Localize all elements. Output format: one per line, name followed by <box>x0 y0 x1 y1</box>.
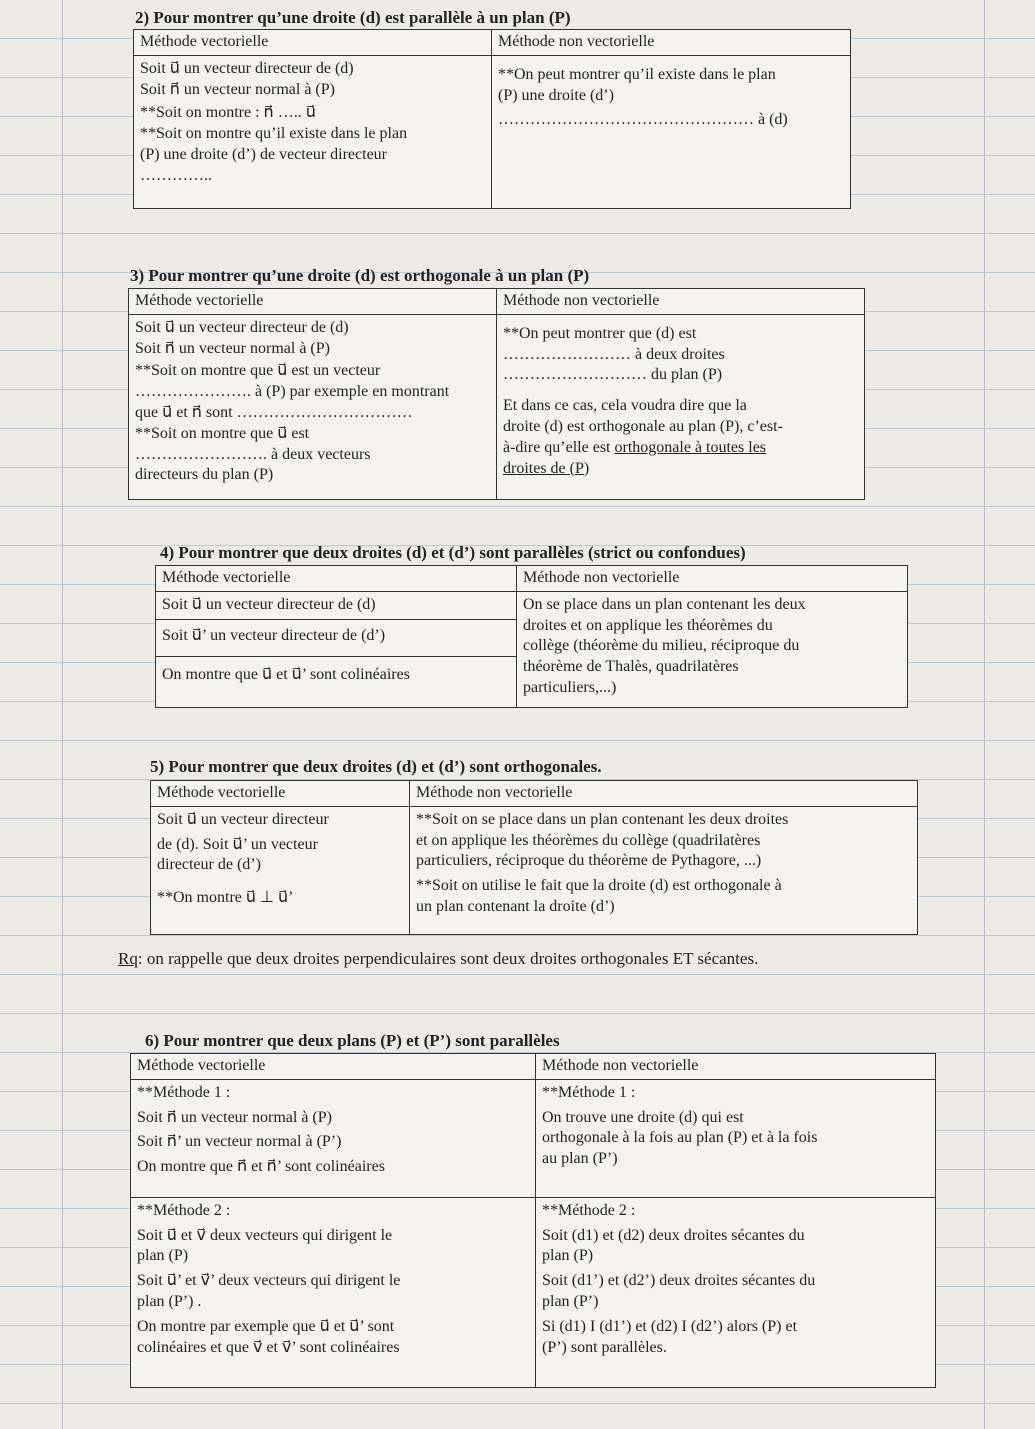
vectorial-method-cell <box>156 591 517 707</box>
section-2-table <box>133 29 851 209</box>
text-line: Soit n⃗ un vecteur normal à (P) <box>135 339 330 357</box>
margin-line <box>984 0 985 1429</box>
underlined-fragment: orthogonale à toutes les <box>614 438 767 456</box>
vectorial-method-cell <box>134 55 492 208</box>
text-fragment: à-dire qu’elle est <box>503 438 615 456</box>
text-line: **Méthode 1 : <box>542 1083 636 1101</box>
non-vectorial-method-cell <box>410 806 918 934</box>
text-line: plan (P’) . <box>137 1293 202 1311</box>
text-line: Soit u⃗ un vecteur directeur <box>157 810 329 828</box>
text-line: de (d). Soit u⃗’ un vecteur <box>157 835 318 853</box>
text-line: Soit u⃗ et v⃗ deux vecteurs qui dirigent le <box>137 1226 393 1244</box>
text-line: droites de (P) <box>503 459 590 477</box>
vectorial-method-cell <box>129 314 497 499</box>
section-4-table <box>155 565 908 708</box>
text-line: **Méthode 2 : <box>137 1201 231 1219</box>
text-line: Soit (d1’) et (d2’) deux droites sécantes du <box>542 1272 816 1290</box>
text-line: **Soit on montre : n⃗ ….. u⃗ <box>140 104 316 122</box>
text-line: On trouve une droite (d) qui est <box>542 1108 744 1126</box>
text-line: particuliers,...) <box>523 678 617 696</box>
text-line: droites et on applique les théorèmes du <box>523 616 773 634</box>
text-line: Soit u⃗ un vecteur directeur de (d) <box>140 59 354 77</box>
section-6-title: 6) Pour montrer que deux plans (P) et (P’) sont parallèles <box>145 1031 560 1050</box>
margin-line <box>62 0 63 1429</box>
text-line: Soit u⃗’ et v⃗’ deux vecteurs qui dirigent le <box>137 1272 401 1290</box>
section-3-table <box>128 288 865 500</box>
text-line: que u⃗ et n⃗ sont …………………………… <box>135 403 413 421</box>
text-line: Et dans ce cas, cela voudra dire que la <box>503 397 747 415</box>
text-line: directeur de (d’) <box>157 856 261 874</box>
text-line: Si (d1) I (d1’) et (d2) I (d2’) alors (P) et <box>542 1317 798 1335</box>
text-line: (P) une droite (d’) <box>498 86 614 104</box>
col-header-vectorielle: Méthode vectorielle <box>131 1054 536 1080</box>
non-vectorial-method-2-cell <box>536 1197 936 1387</box>
col-header-non-vectorielle: Méthode non vectorielle <box>410 781 918 807</box>
text-line: directeurs du plan (P) <box>135 466 274 484</box>
text-line: ……………………… du plan (P) <box>503 366 723 384</box>
remark-note <box>118 949 758 969</box>
text-row <box>156 657 516 694</box>
text-row <box>156 592 516 620</box>
text-line: plan (P) <box>542 1247 594 1265</box>
section-6-table <box>130 1053 936 1388</box>
text-line: **Soit on montre que u⃗ est <box>135 424 310 442</box>
text-line: **Méthode 2 : <box>542 1201 636 1219</box>
text-line: **Soit on se place dans un plan contenant les deux droites <box>416 810 789 828</box>
vectorial-method-cell <box>151 806 410 934</box>
non-vectorial-method-cell <box>492 55 851 208</box>
text-line: **Soit on montre qu’il existe dans le plan <box>140 125 408 143</box>
text-line <box>503 438 858 459</box>
text-line: Soit (d1) et (d2) deux droites sécantes du <box>542 1226 805 1244</box>
text-line: **Méthode 1 : <box>137 1083 231 1101</box>
col-header-non-vectorielle: Méthode non vectorielle <box>497 289 865 315</box>
text-line: On montre que n⃗ et n⃗’ sont colinéaires <box>137 1158 385 1176</box>
text-line: …………………. à (P) par exemple en montrant <box>135 383 450 401</box>
text-line: au plan (P’) <box>542 1150 618 1168</box>
text-line: Soit u⃗ un vecteur directeur de (d) <box>135 318 349 336</box>
section-2-title: 2) Pour montrer qu’une droite (d) est parallèle à un plan (P) <box>135 8 571 27</box>
text-line: **On peut montrer que (d) est <box>503 324 697 342</box>
text-line: **On montre u⃗ ⊥ u⃗’ <box>157 889 294 907</box>
col-header-vectorielle: Méthode vectorielle <box>129 289 497 315</box>
text-line: ………………………………………… à (d) <box>498 111 788 129</box>
section-5-table <box>150 780 918 935</box>
text-line: **Soit on montre que u⃗ est un vecteur <box>135 362 381 380</box>
text-line: On se place dans un plan contenant les deux <box>523 595 806 613</box>
text-line: (P) une droite (d’) de vecteur directeur <box>140 145 387 163</box>
text-line: Soit n⃗ un vecteur normal à (P) <box>140 80 335 98</box>
text-line: Soit u⃗’ un vecteur directeur de (d’) <box>162 626 386 644</box>
col-header-non-vectorielle: Méthode non vectorielle <box>536 1054 936 1080</box>
text-line: ……………………. à deux vecteurs <box>135 445 371 463</box>
text-line: collège (théorème du milieu, réciproque du <box>523 637 800 655</box>
text-line: plan (P’) <box>542 1293 599 1311</box>
non-vectorial-method-1-cell <box>536 1079 936 1197</box>
text-line: un plan contenant la droite (d’) <box>416 897 615 915</box>
text-line: **Soit on utilise le fait que la droite (d) est orthogonale à <box>416 877 782 895</box>
text-line: colinéaires et que v⃗ et v⃗’ sont colinéaires <box>137 1338 400 1356</box>
text-line: droite (d) est orthogonale au plan (P), c’est- <box>503 417 783 435</box>
section-5-title: 5) Pour montrer que deux droites (d) et (d’) sont orthogonales. <box>150 757 602 776</box>
vectorial-method-2-cell <box>131 1197 536 1387</box>
col-header-vectorielle: Méthode vectorielle <box>156 566 517 592</box>
col-header-vectorielle: Méthode vectorielle <box>151 781 410 807</box>
text-row <box>156 620 516 658</box>
non-vectorial-method-cell <box>497 314 865 499</box>
text-line: …………………… à deux droites <box>503 345 725 363</box>
remark-label: Rq <box>118 949 138 968</box>
text-line: (P’) sont parallèles. <box>542 1338 667 1356</box>
col-header-non-vectorielle: Méthode non vectorielle <box>492 30 851 56</box>
text-line: ………….. <box>140 166 212 184</box>
text-line: Soit n⃗’ un vecteur normal à (P’) <box>137 1133 342 1151</box>
remark-text: : on rappelle que deux droites perpendiculaires sont deux droites orthogonales ET sécantes. <box>137 949 759 968</box>
text-line: plan (P) <box>137 1247 189 1265</box>
text-line: **On peut montrer qu’il existe dans le plan <box>498 65 776 83</box>
section-4-title: 4) Pour montrer que deux droites (d) et (d’) sont parallèles (strict ou confondues) <box>160 543 746 562</box>
non-vectorial-method-cell <box>517 591 908 707</box>
text-line: On montre que u⃗ et u⃗’ sont colinéaires <box>162 666 410 684</box>
col-header-vectorielle: Méthode vectorielle <box>134 30 492 56</box>
text-line: et on applique les théorèmes du collège (quadrilatères <box>416 831 761 849</box>
section-3-title: 3) Pour montrer qu’une droite (d) est orthogonale à un plan (P) <box>130 266 590 285</box>
col-header-non-vectorielle: Méthode non vectorielle <box>517 566 908 592</box>
text-line: Soit u⃗ un vecteur directeur de (d) <box>162 595 376 613</box>
text-line: On montre par exemple que u⃗ et u⃗’ sont <box>137 1317 395 1335</box>
text-line: orthogonale à la fois au plan (P) et à la fois <box>542 1129 818 1147</box>
text-line: théorème de Thalès, quadrilatères <box>523 658 739 676</box>
text-line: Soit n⃗ un vecteur normal à (P) <box>137 1108 332 1126</box>
text-line: particuliers, réciproque du théorème de Pythagore, ...) <box>416 852 762 870</box>
vectorial-method-1-cell <box>131 1079 536 1197</box>
